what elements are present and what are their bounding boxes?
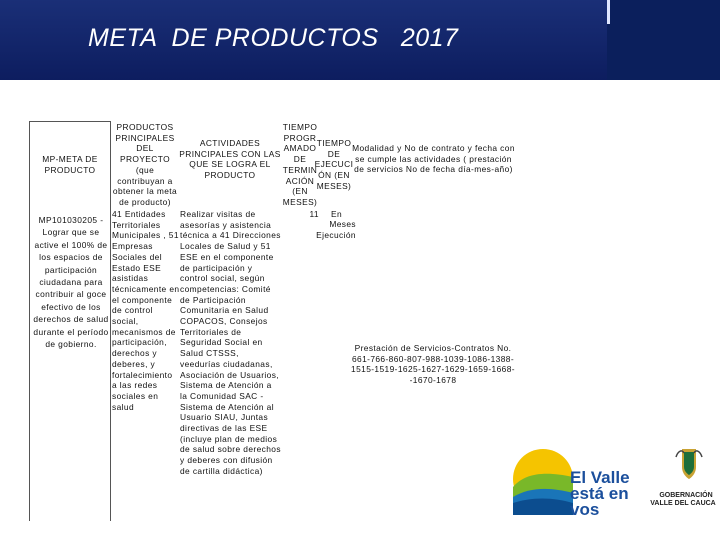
header-meta: MP-META DE PRODUCTO [42,154,98,175]
row-actividades: Realizar visitas de asesorías y asistencia técnica a 41 Direcciones Locales de Salud y 51 ESE en el componente de participación y control social, según competencias: Comité de Participación Comunitaria en Salud COPACOS, Consejos Territoriales de Seguridad Social en Salud CTSSS, veedurías ciudadanas, Asociación de Usuarios, Sistema de Atención a la Comunidad SAC - Sistema de Atención al Usuario SIAU, Juntas directivas de las ESE (incluye plan de medios de salud sobre derechos y deberes con difusión de cartilla didáctica) [180,209,281,476]
logo-line-3: vos [570,500,600,519]
header-productos: PRODUCTOS PRINCIPALES DEL PROYECTO (que contribuyan a obtener la meta de producto) [112,122,178,207]
header-actividades: ACTIVIDADES PRINCIPALES CON LAS QUE SE LOGRA EL PRODUCTO [179,138,281,181]
table-border-top [29,121,111,122]
row-tiempo-programado: 11 [309,209,319,219]
row-productos: 41 Entidades Territoriales Municipales , 51 Empresas Sociales del Estado ESE asistidas técnicamente en el componente de control social, mecanismos de participación, derechos y deberes, y fortalecimiento a las redes sociales en salud [112,209,180,412]
logo-line-2: está en [570,484,629,503]
gov-label-1: GOBERNACIÓN [659,492,713,499]
banner-divider [607,0,610,24]
page-title: META DE PRODUCTOS 2017 [88,24,459,52]
row-meta: MP101030205 - Lograr que se active el 100% de los espacios de participación ciudadana para contribuir al goce efectivo de los derechos de salud durante el período de gobierno. [33,215,109,350]
row-tiempo-ejecucion: En [331,209,343,219]
products-table [29,121,514,521]
header-tiempo-programado: TIEMPO PROGR AMADO DE TERMIN ACIÓN (EN MESES) [282,122,318,207]
logo-line-1: El Valle [570,468,630,487]
gov-label-2: VALLE DEL CAUCA [650,500,716,507]
header-modalidad: Modalidad y No de contrato y fecha con se cumple las actividades ( prestación de servicios No de fecha día-mes-año) [352,143,515,175]
title-banner [0,0,720,80]
table-border-left [29,121,30,521]
header-tiempo-ejecucion: TIEMPO DE EJECUCI ÓN (EN MESES) [314,138,354,191]
row-modalidad: Prestación de Servicios-Contratos No. 661-766-860-807-988-1039-1086-1388-1515-1519-1625-1627-1629-1659-1668--1670-1678 [351,343,515,386]
gobernacion-logo [510,443,716,525]
row-meses-ejecucion: Meses Ejecución [316,219,356,240]
